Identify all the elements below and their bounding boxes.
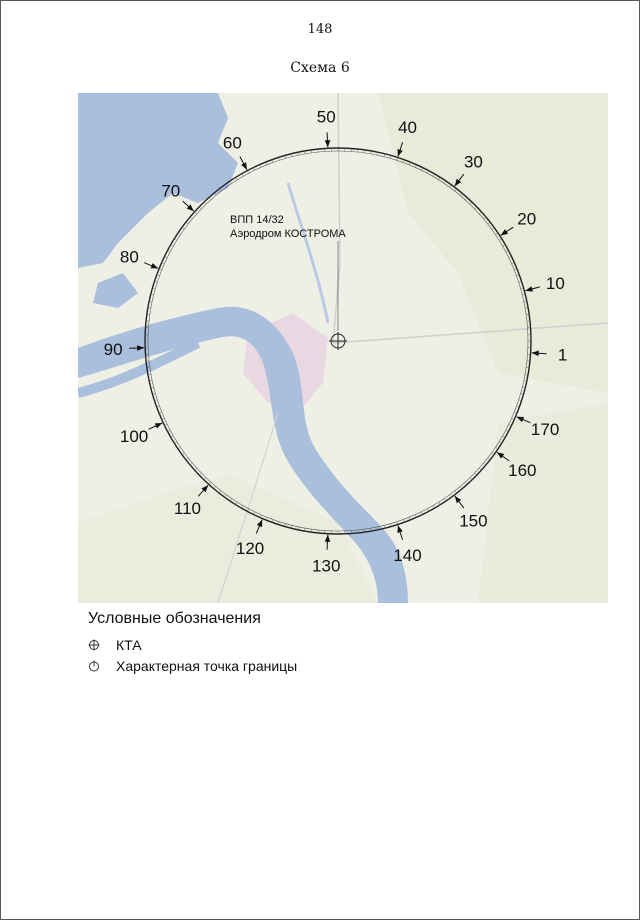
boundary-point-label: 90 bbox=[103, 339, 123, 359]
boundary-point-label: 20 bbox=[517, 209, 537, 229]
boundary-point-label: 130 bbox=[312, 556, 341, 576]
scheme-title: Схема 6 bbox=[290, 60, 350, 76]
boundary-point-label: 170 bbox=[530, 419, 560, 439]
boundary-point-label: 140 bbox=[393, 545, 422, 565]
boundary-point-label: 10 bbox=[545, 273, 565, 293]
boundary-point-label: 150 bbox=[459, 511, 488, 531]
boundary-point-label: 70 bbox=[161, 181, 181, 201]
boundary-point-label: 120 bbox=[235, 539, 265, 559]
boundary-point-label: 100 bbox=[119, 427, 149, 447]
legend-title: Условные обозначения bbox=[88, 610, 261, 627]
boundary-point-icon bbox=[88, 660, 116, 672]
map-canvas bbox=[78, 93, 608, 603]
legend bbox=[88, 610, 297, 676]
airport-runway-label: ВПП 14/32 bbox=[230, 214, 284, 226]
kta-icon bbox=[88, 639, 116, 651]
boundary-point-label: 60 bbox=[222, 133, 242, 153]
page-number: 148 bbox=[307, 22, 333, 37]
boundary-point-label: 110 bbox=[173, 499, 202, 519]
legend-label-kta: КТА bbox=[116, 636, 142, 653]
boundary-point-label: 40 bbox=[398, 118, 417, 138]
airport-name-label: Аэродром КОСТРОМА bbox=[230, 228, 346, 240]
boundary-point-label: 1 bbox=[557, 345, 568, 365]
boundary-point-label: 50 bbox=[316, 107, 336, 127]
boundary-point-label: 160 bbox=[508, 461, 537, 481]
legend-item-boundary-point bbox=[88, 655, 297, 676]
boundary-point-label: 80 bbox=[119, 247, 139, 267]
map bbox=[78, 93, 608, 603]
legend-label-boundary-point: Характерная точка границы bbox=[116, 657, 298, 674]
legend-item-kta bbox=[88, 634, 297, 655]
boundary-point-label: 30 bbox=[463, 152, 483, 172]
